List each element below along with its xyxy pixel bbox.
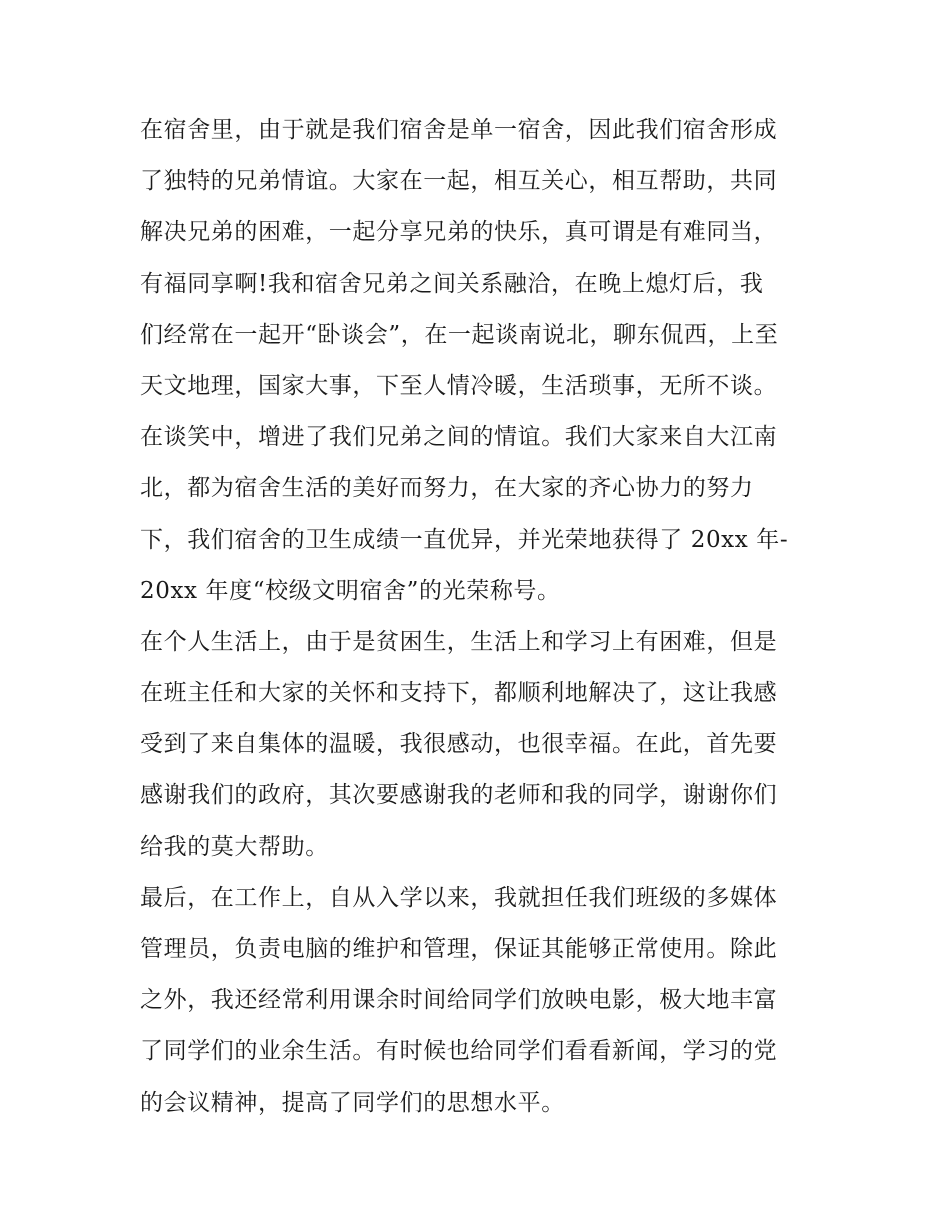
text-line: 在个人生活上，由于是贫困生，生活上和学习上有困难，但是 (140, 628, 778, 655)
text-line: 下，我们宿舍的卫生成绩一直优异，并光荣地获得了 20xx 年- (140, 526, 789, 553)
text-line: 解决兄弟的困难，一起分享兄弟的快乐，真可谓是有难同当， (140, 219, 778, 246)
text-line: 在谈笑中，增进了我们兄弟之间的情谊。我们大家来自大江南 (140, 424, 778, 451)
text-line: 管理员，负责电脑的维护和管理，保证其能够正常使用。除此 (140, 936, 778, 962)
text-line: 20xx 年度“校级文明宿舍”的光荣称号。 (140, 577, 561, 604)
text-line: 了同学们的业余生活。有时候也给同学们看看新闻，学习的党 (140, 1038, 778, 1065)
text-line: 有福同享啊!我和宿舍兄弟之间关系融洽，在晚上熄灯后，我 (140, 270, 764, 297)
text-line: 受到了来自集体的温暖，我很感动，也很幸福。在此，首先要 (140, 731, 778, 758)
text-line: 在宿舍里，由于就是我们宿舍是单一宿舍，因此我们宿舍形成 (140, 117, 778, 143)
text-line: 最后，在工作上，自从入学以来，我就担任我们班级的多媒体 (140, 884, 778, 911)
paragraph-dormitory (140, 105, 820, 617)
document-body (140, 105, 820, 1129)
text-line: 们经常在一起开“卧谈会”，在一起谈南说北，聊东侃西，上至 (140, 321, 779, 348)
text-line: 的会议精神，提高了同学们的思想水平。 (140, 1089, 565, 1116)
text-line: 在班主任和大家的关怀和支持下，都顺利地解决了，这让我感 (140, 680, 778, 707)
paragraph-work (140, 873, 820, 1129)
text-line: 北，都为宿舍生活的美好而努力，在大家的齐心协力的努力 (140, 475, 754, 502)
text-line: 天文地理，国家大事，下至人情冷暖，生活琐事，无所不谈。 (140, 372, 778, 399)
text-line: 了独特的兄弟情谊。大家在一起，相互关心，相互帮助，共同 (140, 168, 778, 195)
text-line: 之外，我还经常利用课余时间给同学们放映电影，极大地丰富 (140, 987, 778, 1014)
text-line: 给我的莫大帮助。 (140, 833, 329, 860)
paragraph-personal-life (140, 617, 820, 873)
text-line: 感谢我们的政府，其次要感谢我的老师和我的同学，谢谢你们 (140, 782, 778, 809)
